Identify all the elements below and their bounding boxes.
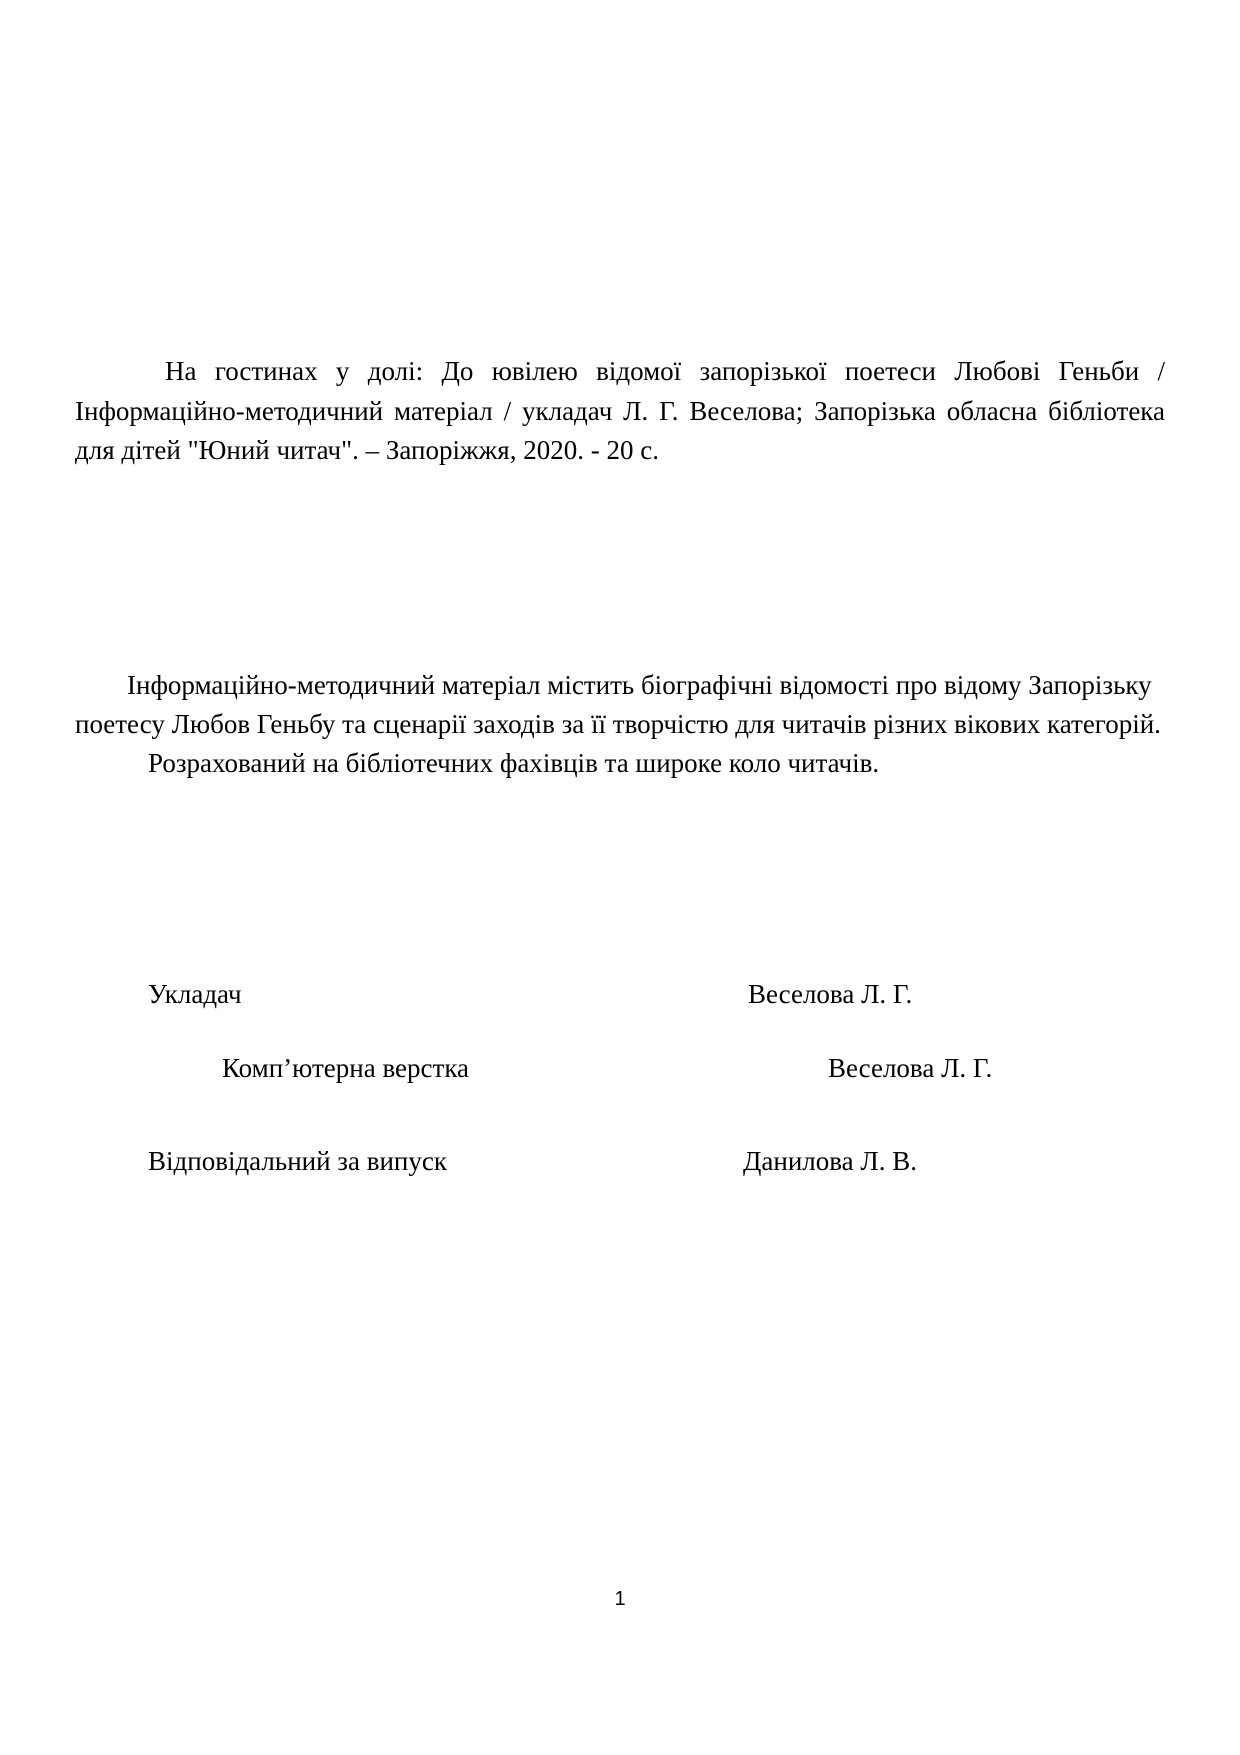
bibliographic-citation: На гостинах у долі: До ювілею відомої запорізької поетеси Любові Геньби / Інформаційно-методичний матеріал / укладач Л. Г. Веселова; Запорізька обласна бібліотека для дітей "Юний читач". – Запоріжжя, 2020. - 20 с. [75, 356, 1165, 465]
credit-name-compiler: Веселова Л. Г. [748, 979, 913, 1009]
annotation-paragraph: Інформаційно-методичний матеріал містить біографічні відомості про відому Запорізьку поетесу Любов Геньбу та сценарії заходів за її творчістю для читачів різних вікових категорій. [75, 670, 1161, 739]
annotation-block [75, 666, 1175, 783]
credit-role-responsible: Відповідальний за випуск [148, 1146, 447, 1176]
credit-role-compiler: Укладач [148, 979, 242, 1009]
credit-name-responsible: Данилова Л. В. [743, 1146, 917, 1176]
page-number: 1 [614, 1588, 626, 1610]
credit-role-layout: Комп’ютерна верстка [222, 1053, 470, 1083]
audience-paragraph: Розрахований на бібліотечних фахівців та широке коло читачів. [148, 748, 880, 778]
credit-name-layout: Веселова Л. Г. [828, 1053, 993, 1083]
